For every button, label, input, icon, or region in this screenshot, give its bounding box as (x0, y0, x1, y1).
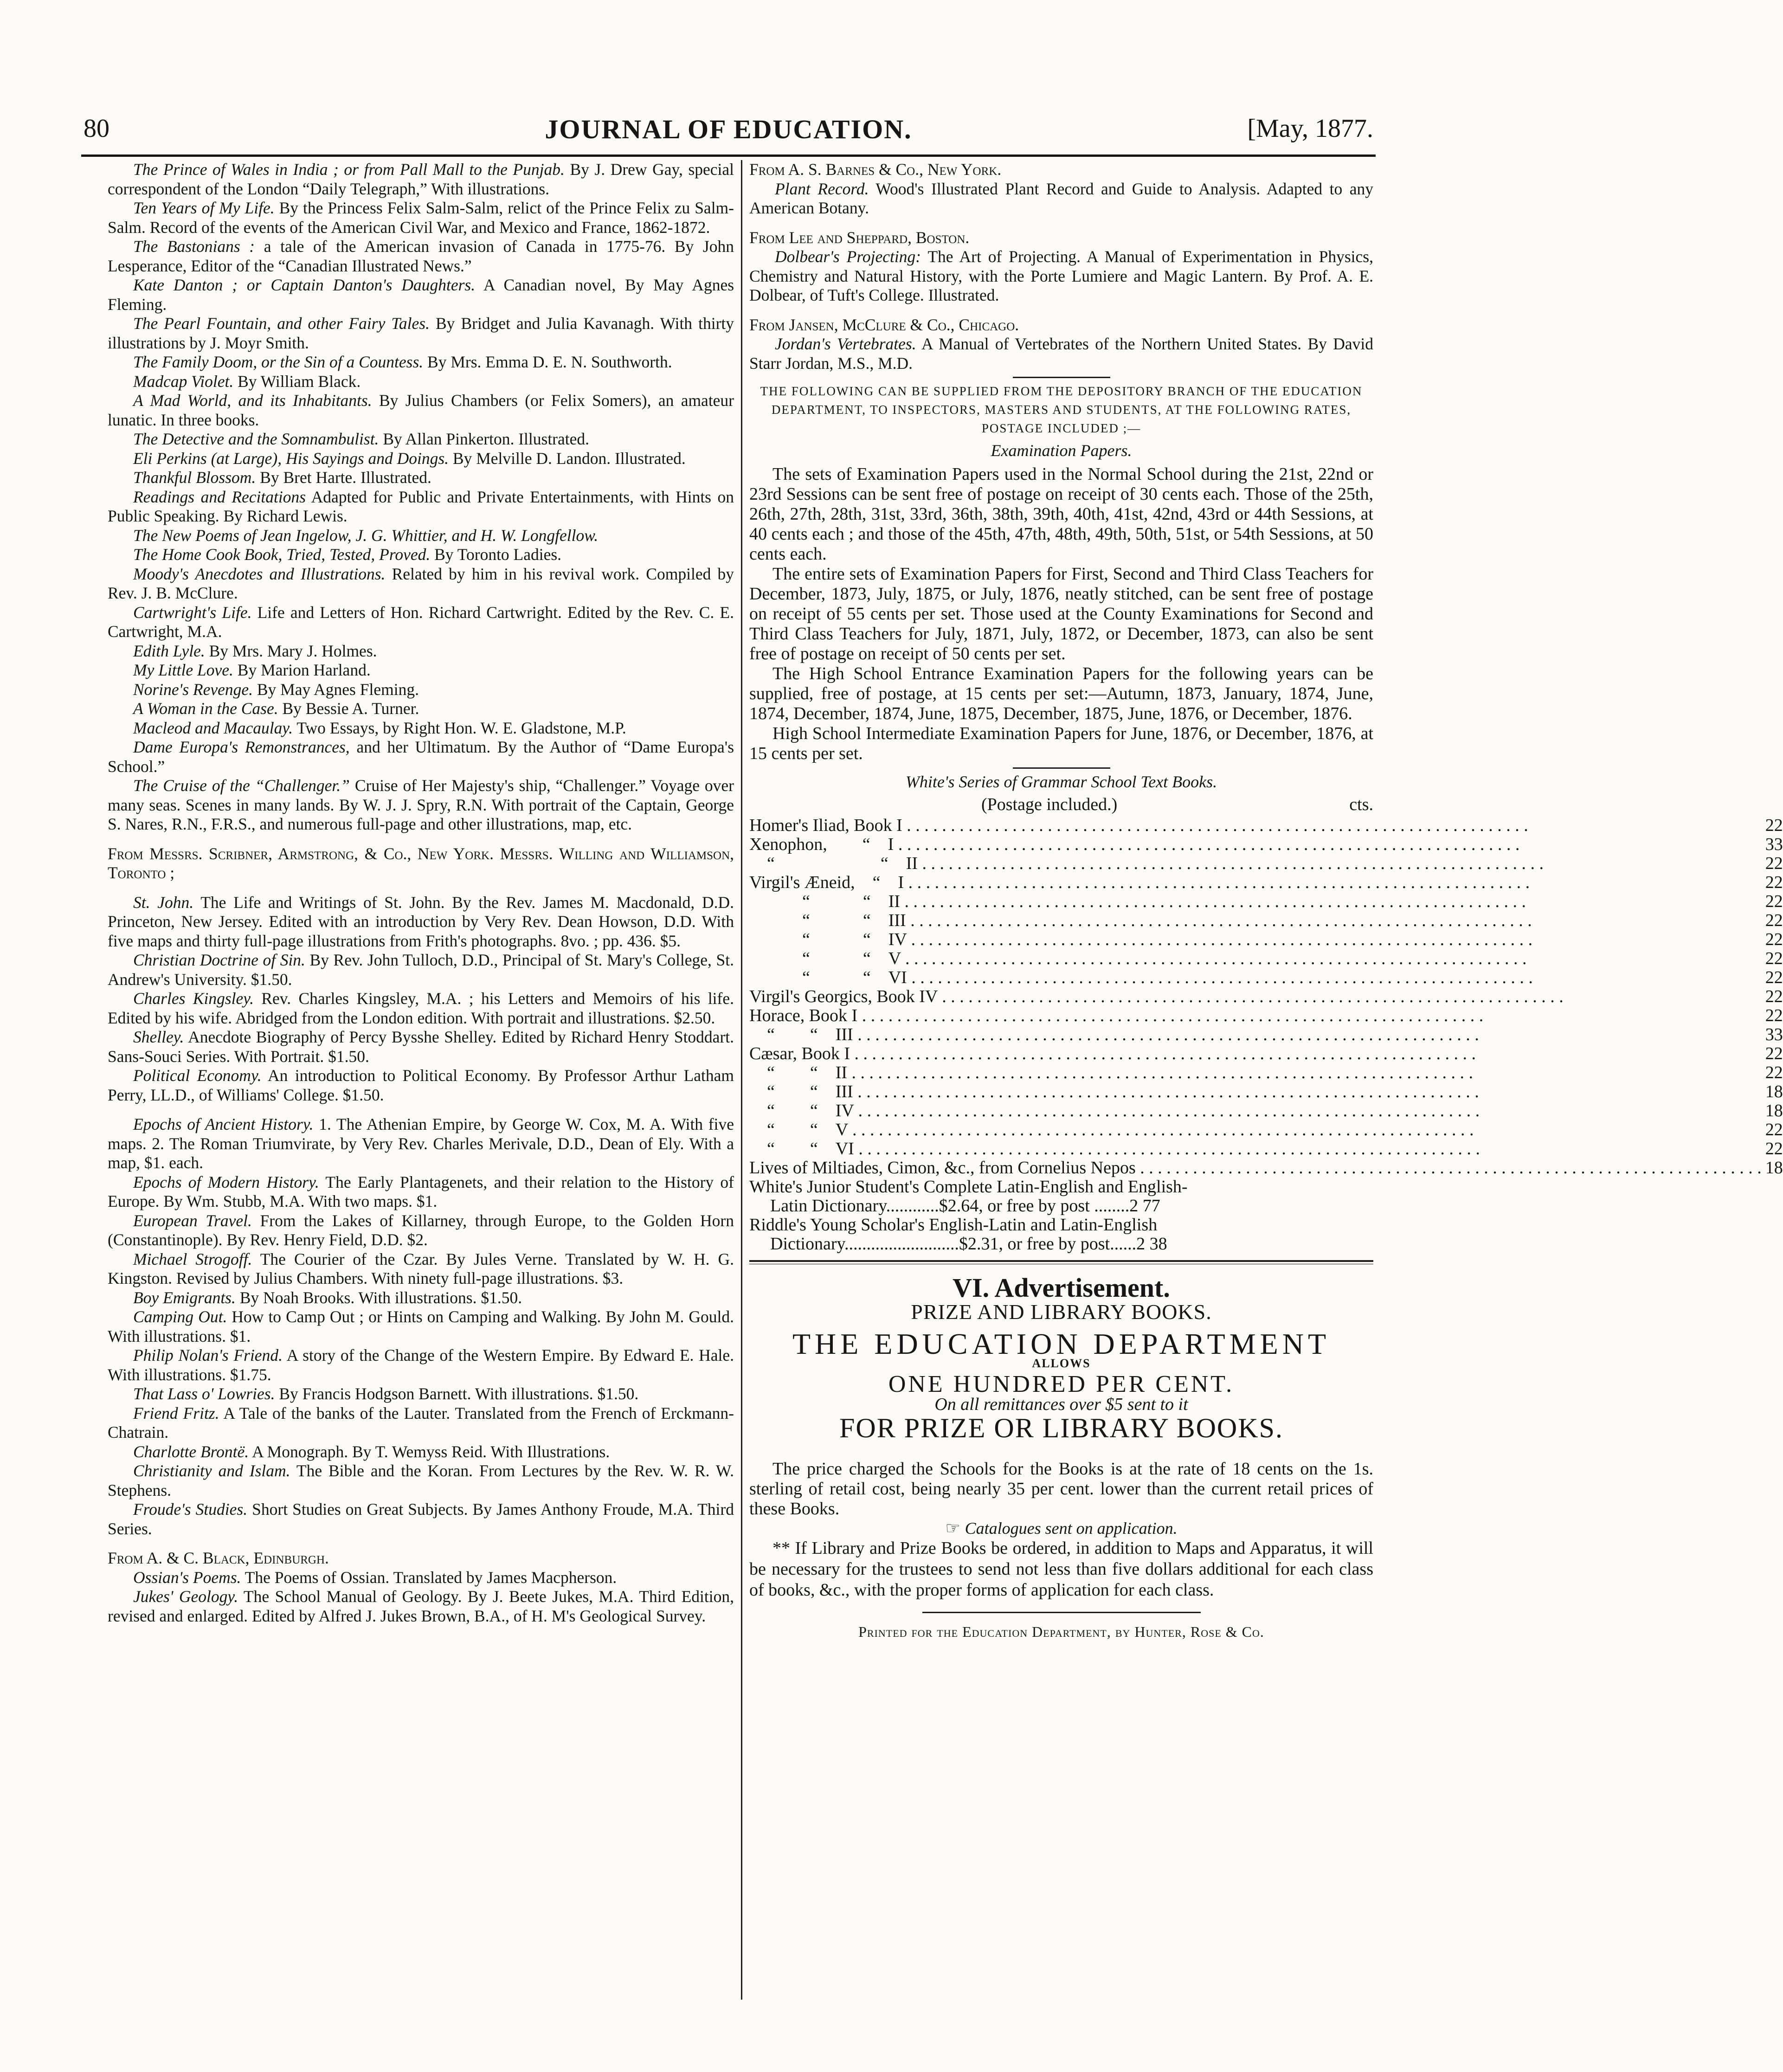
book-title: Homer's Iliad, Book I . . . (749, 816, 1762, 835)
book-title: “ “ III . . . (749, 911, 1762, 930)
book-entry: Camping Out. How to Camp Out ; or Hints on Camping and Walking. By John M. Gould. With illustrations. $1. (108, 1307, 734, 1345)
book-title: “ “ II . . . (749, 1063, 1762, 1082)
price-line: White's Junior Student's Complete Latin-English and English- (749, 1177, 1188, 1197)
book-title: “ “ III . . . (749, 1082, 1762, 1101)
book-entry: That Lass o' Lowries. By Francis Hodgson Barnett. With illustrations. $1.50. (133, 1384, 639, 1403)
book-price: 22 (1765, 854, 1783, 873)
book-price: 33 (1765, 1025, 1783, 1044)
ad-paragraph: ** If Library and Prize Books be ordered, in addition to Maps and Apparatus, it will be necessary for the trustees to send not less than five dollars additional for each class of books, &c., with the proper forms of application for each class. (749, 1538, 1373, 1600)
book-price: 22 (1765, 1006, 1783, 1025)
publisher-heading: From Lee and Sheppard, Boston. (749, 228, 970, 247)
book-entry: Philip Nolan's Friend. A story of the Change of the Western Empire. By Edward E. Hale. With illustrations. $1.75. (108, 1346, 734, 1384)
ad-line: On all remittances over $5 sent to it (934, 1394, 1188, 1414)
book-entry: Cartwright's Life. Life and Letters of Hon. Richard Cartwright. Edited by the Rev. C. E. Cartwright, M.A. (108, 603, 734, 641)
column-divider (741, 160, 742, 2000)
book-entry: Madcap Violet. By William Black. (133, 372, 361, 391)
left-column (108, 160, 734, 2016)
book-price: 22 (1765, 987, 1783, 1006)
paragraph: The sets of Examination Papers used in the Normal School during the 21st, 22nd or 23rd Sessions can be sent free of postage on receipt of 30 cents each. Those of the 25th, 26th, 27th, 28th, 31st, 33rd, 36th, 38th, 39th, 40th, 41st, 42nd, 43rd or 44th Sessions, at 40 cents each ; and those of the 45th, 47th, 48th, 49th, 50th, 51st, or 54th Sessions, at 50 cents each. (749, 464, 1373, 564)
price-row (749, 1101, 1783, 1120)
book-entry: My Little Love. By Marion Harland. (133, 661, 371, 679)
book-entry: Moody's Anecdotes and Illustrations. Related by him in his revival work. Compiled by Rev. J. B. McClure. (108, 564, 734, 602)
book-entry: A Woman in the Case. By Bessie A. Turner. (133, 699, 419, 718)
book-price: 22 (1765, 1120, 1783, 1139)
book-entry: Boy Emigrants. By Noah Brooks. With illustrations. $1.50. (133, 1288, 522, 1307)
paragraph: The High School Entrance Examination Papers for the following years can be supplied, free of postage, at 15 cents per set:—Autumn, 1873, January, 1874, June, 1874, December, 1874, June, 1875, December, 1875, June, 1876, or December, 1876. (749, 663, 1373, 723)
book-entry: A Mad World, and its Inhabitants. By Julius Chambers (or Felix Somers), an amateur lunatic. In three books. (108, 391, 734, 429)
book-entry: Norine's Revenge. By May Agnes Fleming. (133, 680, 419, 699)
book-title: “ “ VI . . . (749, 968, 1762, 987)
book-title: “ “ II . . . (749, 892, 1762, 911)
book-entry: Thankful Blossom. By Bret Harte. Illustrated. (133, 468, 431, 487)
price-row (749, 1158, 1783, 1178)
book-entry: Charles Kingsley. Rev. Charles Kingsley, M.A. ; his Letters and Memoirs of his life. Edited by his wife. Abridged from the London edition. With portrait and illustrations. $2.50. (108, 989, 734, 1027)
ad-line: ALLOWS (1032, 1356, 1091, 1370)
book-entry: Plant Record. Wood's Illustrated Plant Record and Guide to Analysis. Adapted to any American Botany. (749, 179, 1373, 217)
book-title: Xenophon, “ I . . . (749, 835, 1762, 854)
book-entry: The Family Doom, or the Sin of a Countess. By Mrs. Emma D. E. N. Southworth. (133, 353, 672, 371)
price-row (749, 1120, 1783, 1139)
depository-notice: THE FOLLOWING CAN BE SUPPLIED FROM THE DEPOSITORY BRANCH OF THE EDUCATION DEPARTMENT, TO INSPECTORS, MASTERS AND STUDENTS, AT THE FOLLOWING RATES, POSTAGE INCLUDED ;— (760, 384, 1363, 435)
book-price: 22 (1765, 892, 1783, 911)
book-entry: Epochs of Modern History. The Early Plantagenets, and their relation to the History of Europe. By Wm. Stubb, M.A. With two maps. $1. (108, 1172, 734, 1210)
header-rule (81, 154, 1376, 157)
book-price: 18 (1765, 1082, 1783, 1101)
book-price: 22 (1765, 1063, 1783, 1082)
book-title: Virgil's Æneid, “ I . . . (749, 873, 1762, 892)
ad-paragraph: The price charged the Schools for the Books is at the rate of 18 cents on the 1s. sterling of retail cost, being nearly 35 per cent. lower than the current retail prices of these Books. (749, 1459, 1373, 1519)
book-title: Lives of Miltiades, Cimon, &c., from Cornelius Nepos . . . (749, 1158, 1762, 1178)
publisher-heading: From Messrs. Scribner, Armstrong, & Co., New York. Messrs. Willing and Williamson, Toronto ; (108, 844, 734, 882)
book-title: “ “ IV . . . (749, 930, 1762, 949)
book-entry: Froude's Studies. Short Studies on Great Subjects. By James Anthony Froude, M.A. Third Series. (108, 1500, 734, 1538)
price-line: Dictionary..........................$2.31, or free by post......2 38 (770, 1234, 1167, 1254)
journal-title: JOURNAL OF EDUCATION. (545, 114, 912, 144)
catalogue-note: ☞ Catalogues sent on application. (945, 1519, 1178, 1538)
ad-line: PRIZE AND LIBRARY BOOKS. (911, 1300, 1212, 1324)
price-row (749, 930, 1783, 949)
book-price: 22 (1765, 949, 1783, 968)
book-price: 22 (1765, 968, 1783, 987)
ad-line: FOR PRIZE OR LIBRARY BOOKS. (839, 1413, 1283, 1443)
book-title: Cæsar, Book I . . . (749, 1044, 1762, 1063)
pointing-hand-icon: ☞ (945, 1519, 960, 1538)
postage-note: (Postage included.) (981, 795, 1118, 814)
book-entry: Kate Danton ; or Captain Danton's Daughters. A Canadian novel, By May Agnes Fleming. (108, 276, 734, 314)
price-row (749, 1082, 1783, 1101)
book-entry: The Detective and the Somnambulist. By Allan Pinkerton. Illustrated. (133, 430, 589, 448)
book-title: “ “ VI . . . (749, 1139, 1762, 1158)
publisher-heading: From Jansen, McClure & Co., Chicago. (749, 315, 1019, 334)
cents-label: cts. (1349, 795, 1373, 814)
book-entry: Jukes' Geology. The School Manual of Geology. By J. Beete Jukes, M.A. Third Edition, revised and enlarged. Edited by Alfred J. Jukes Brown, B.A., of H. M's Geological Survey. (108, 1587, 734, 1625)
price-row (749, 1044, 1783, 1063)
book-entry: Christian Doctrine of Sin. By Rev. John Tulloch, D.D., Principal of St. Mary's College, St. Andrew's University. $1.50. (108, 951, 734, 989)
book-title: Horace, Book I . . . (749, 1006, 1762, 1025)
ad-line: ONE HUNDRED PER CENT. (888, 1371, 1235, 1397)
book-price: 22 (1765, 816, 1783, 835)
book-title: “ “ III . . . (749, 1025, 1762, 1044)
book-entry: The Home Cook Book, Tried, Tested, Proved. By Toronto Ladies. (133, 545, 562, 564)
section-subheading: Examination Papers. (991, 441, 1132, 460)
book-title: “ “ V . . . (749, 1120, 1762, 1139)
price-row (749, 911, 1783, 930)
price-table-header (749, 795, 1373, 814)
book-entry: Ossian's Poems. The Poems of Ossian. Translated by James Macpherson. (133, 1568, 617, 1587)
price-line: Latin Dictionary............$2.64, or free by post ........2 77 (770, 1196, 1160, 1216)
paragraph: The entire sets of Examination Papers for First, Second and Third Class Teachers for December, 1873, July, 1875, or July, 1876, neatly stitched, can be sent free of postage on receipt of 55 cents per set. Those used at the County Examinations for Second and Third Class Teachers for July, 1871, July, 1872, or December, 1873, can also be sent free of postage on receipt of 50 cents per set. (749, 564, 1373, 663)
price-row (749, 949, 1783, 968)
price-row (749, 816, 1783, 835)
book-entry: Epochs of Ancient History. 1. The Athenian Empire, by George W. Cox, M. A. With five maps. 2. The Roman Triumvirate, by Very Rev. Charles Merivale, D.D., Dean of Ely. With a map, $1. each. (108, 1115, 734, 1172)
book-entry: Michael Strogoff. The Courier of the Czar. By Jules Verne. Translated by W. H. G. Kingston. Revised by Julius Chambers. With ninety full-page illustrations. $3. (108, 1249, 734, 1287)
price-row (749, 987, 1783, 1006)
book-entry: Readings and Recitations Adapted for Public and Private Entertainments, with Hints on Public Speaking. By Richard Lewis. (108, 487, 734, 525)
price-row (749, 1025, 1783, 1044)
book-price: 22 (1765, 873, 1783, 892)
printer-credit: Printed for the Education Department, by Hunter, Rose & Co. (858, 1623, 1264, 1640)
book-price: 18 (1765, 1158, 1783, 1178)
book-entry: Friend Fritz. A Tale of the banks of the Lauter. Translated from the French of Erckmann-Chatrain. (108, 1403, 734, 1441)
publisher-heading: From A. S. Barnes & Co., New York. (749, 160, 1002, 179)
book-entry: The New Poems of Jean Ingelow, J. G. Whittier, and H. W. Longfellow. (133, 526, 599, 545)
page-header (84, 114, 1373, 151)
section-rule (1013, 767, 1110, 769)
price-row (749, 1139, 1783, 1158)
book-entry: Political Economy. An introduction to Political Economy. By Professor Arthur Latham Perry, LL.D., of Williams' College. $1.50. (108, 1066, 734, 1104)
issue-date: [May, 1877. (1247, 114, 1373, 143)
book-price: 33 (1765, 835, 1783, 854)
section-rule (1013, 377, 1110, 378)
ad-line: THE EDUCATION DEPARTMENT (792, 1327, 1331, 1360)
book-entry: The Prince of Wales in India ; or from Pall Mall to the Punjab. By J. Drew Gay, special correspondent of the London “Daily Telegraph,” With illustrations. (108, 160, 734, 198)
advertisement-heading: VI. Advertisement. (953, 1273, 1170, 1303)
book-entry: European Travel. From the Lakes of Killarney, through Europe, to the Golden Horn (Constantinople). By Rev. Henry Field, D.D. $2. (108, 1211, 734, 1249)
book-entry: Eli Perkins (at Large), His Sayings and Doings. By Melville D. Landon. Illustrated. (133, 449, 686, 468)
book-entry: Jordan's Vertebrates. A Manual of Vertebrates of the Northern United States. By David Starr Jordan, M.S., M.D. (749, 335, 1373, 373)
book-entry: Dame Europa's Remonstrances, and her Ultimatum. By the Author of “Dame Europa's School.” (108, 738, 734, 776)
footer-rule (922, 1612, 1201, 1613)
book-price: 22 (1765, 911, 1783, 930)
price-table (749, 816, 1783, 1178)
book-entry: Edith Lyle. By Mrs. Mary J. Holmes. (133, 641, 377, 660)
book-entry: The Cruise of the “Challenger.” Cruise of Her Majesty's ship, “Challenger.” Voyage over many seas. Scenes in many lands. By W. J. J. Spry, R.N. With portrait of the Captain, George S. Nares, R.N., F.R.S., and numerous full-page and other illustrations, map, etc. (108, 776, 734, 833)
double-rule (749, 1260, 1373, 1264)
book-price: 22 (1765, 1139, 1783, 1158)
book-entry: Shelley. Anecdote Biography of Percy Bysshe Shelley. Edited by Richard Henry Stoddart. Sans-Souci Series. With Portrait. $1.50. (108, 1028, 734, 1066)
book-price: 22 (1765, 930, 1783, 949)
series-heading: White's Series of Grammar School Text Books. (905, 772, 1217, 791)
book-price: 18 (1765, 1101, 1783, 1120)
book-title: Virgil's Georgics, Book IV . . . (749, 987, 1762, 1006)
price-row (749, 854, 1783, 873)
page-number: 80 (84, 114, 109, 143)
price-line: Riddle's Young Scholar's English-Latin and Latin-English (749, 1215, 1158, 1235)
book-entry: St. John. The Life and Writings of St. John. By the Rev. James M. Macdonald, D.D. Princeton, New Jersey. Edited with an introduction by Very Rev. Dean Howson, D.D. With five maps and thirty full-page illustrations from Frith's photographs. 8vo. ; pp. 436. $5. (108, 893, 734, 950)
book-title: “ “ II . . . (749, 854, 1762, 873)
publisher-heading: From A. & C. Black, Edinburgh. (108, 1549, 329, 1567)
book-title: “ “ IV . . . (749, 1101, 1762, 1120)
book-entry: The Bastonians : a tale of the American invasion of Canada in 1775-76. By John Lesperance, Editor of the “Canadian Illustrated News.” (108, 237, 734, 275)
book-title: “ “ V . . . (749, 949, 1762, 968)
price-row (749, 835, 1783, 854)
price-row (749, 892, 1783, 911)
price-row (749, 1006, 1783, 1025)
book-price: 22 (1765, 1044, 1783, 1063)
paragraph: High School Intermediate Examination Papers for June, 1876, or December, 1876, at 15 cents per set. (749, 723, 1373, 763)
right-column (749, 160, 1783, 2016)
book-entry: The Pearl Fountain, and other Fairy Tales. By Bridget and Julia Kavanagh. With thirty illustrations by J. Moyr Smith. (108, 314, 734, 352)
price-row (749, 873, 1783, 892)
book-entry: Charlotte Brontë. A Monograph. By T. Wemyss Reid. With Illustrations. (133, 1442, 610, 1461)
book-entry: Macleod and Macaulay. Two Essays, by Right Hon. W. E. Gladstone, M.P. (133, 718, 626, 737)
price-row (749, 1063, 1783, 1082)
book-entry: Ten Years of My Life. By the Princess Felix Salm-Salm, relict of the Prince Felix zu Salm-Salm. Record of the events of the American Civil War, and Mexico and France, 1862-1872. (108, 199, 734, 237)
book-entry: Christianity and Islam. The Bible and the Koran. From Lectures by the Rev. W. R. W. Stephens. (108, 1461, 734, 1499)
book-entry: Dolbear's Projecting: The Art of Projecting. A Manual of Experimentation in Physics, Chemistry and Natural History, with the Porte Lumiere and Magic Lantern. By Prof. A. E. Dolbear, of Tuft's College. Illustrated. (749, 247, 1373, 304)
price-row (749, 968, 1783, 987)
